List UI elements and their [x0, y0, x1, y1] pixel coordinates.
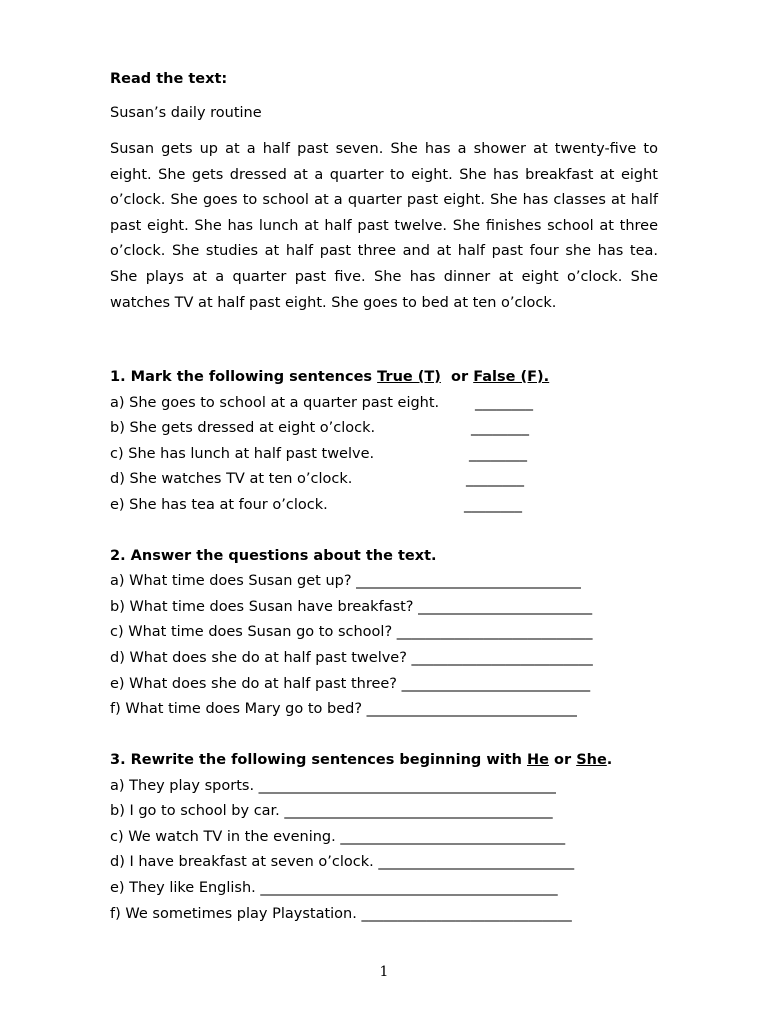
passage-title: Susan’s daily routine [110, 105, 262, 121]
section3-prefix: 3. Rewrite the following sentences beginning with [110, 752, 527, 768]
tf-answer-blank-c[interactable]: ________ [469, 446, 527, 462]
tf-answer-blank-d[interactable]: ________ [466, 471, 524, 487]
she-label: She [576, 752, 607, 768]
page-number: 1 [379, 964, 389, 980]
tf-item-b: b) She gets dressed at eight o’clock. [110, 420, 376, 436]
question-e[interactable]: e) What does she do at half past three? __________________________ [110, 676, 591, 692]
tf-item-d: d) She watches TV at ten o’clock. [110, 471, 353, 487]
rewrite-d[interactable]: d) I have breakfast at seven o’clock. ___________________________ [110, 854, 575, 870]
he-label: He [526, 752, 549, 768]
question-d[interactable]: d) What does she do at half past twelve? _________________________ [110, 650, 593, 666]
tf-item-a: a) She goes to school at a quarter past eight. [110, 395, 440, 411]
section3-heading [110, 752, 612, 768]
tf-answer-blank-b[interactable]: ________ [471, 420, 529, 436]
question-b[interactable]: b) What time does Susan have breakfast? ________________________ [110, 599, 593, 615]
rewrite-c[interactable]: c) We watch TV in the evening. _______________________________ [110, 829, 566, 845]
section1-prefix: 1. Mark the following sentences [110, 369, 378, 385]
section2-heading: 2. Answer the questions about the text. [110, 548, 437, 564]
tf-answer-blank-e[interactable]: ________ [464, 497, 522, 513]
read-heading: Read the text: [110, 71, 228, 87]
tf-item-c: c) She has lunch at half past twelve. [110, 446, 375, 462]
rewrite-b[interactable]: b) I go to school by car. _____________________________________ [110, 803, 553, 819]
passage-text: Susan gets up at a half past seven. She has a shower at twenty-five to eight. She gets dressed at a quarter to eight. She has breakfast at eight o’clock. She goes to school at a quarter past eight. She has classes at half past eight. She has lunch at half past twelve. She finishes school at three o’clock. She studies at half past three and at half past four she has tea. She plays at a quarter past five. She has dinner at eight o’clock. She watches TV at half past eight. She goes to bed at ten o’clock. [110, 141, 658, 311]
section3-end: . [606, 752, 613, 768]
question-a[interactable]: a) What time does Susan get up? _______________________________ [110, 573, 581, 589]
false-label: False (F). [473, 369, 550, 385]
tf-answer-blank-a[interactable]: ________ [475, 395, 533, 411]
rewrite-a[interactable]: a) They play sports. _________________________________________ [110, 778, 556, 794]
section1-heading [110, 369, 549, 385]
rewrite-f[interactable]: f) We sometimes play Playstation. _____________________________ [110, 906, 572, 922]
question-c[interactable]: c) What time does Susan go to school? ___________________________ [110, 624, 593, 640]
section1-middle: or [440, 369, 474, 385]
section3-or: or [548, 752, 577, 768]
true-label: True (T) [377, 369, 441, 385]
question-f[interactable]: f) What time does Mary go to bed? _____________________________ [110, 701, 577, 717]
rewrite-e[interactable]: e) They like English. _________________________________________ [110, 880, 558, 896]
tf-item-e: e) She has tea at four o’clock. [110, 497, 328, 513]
